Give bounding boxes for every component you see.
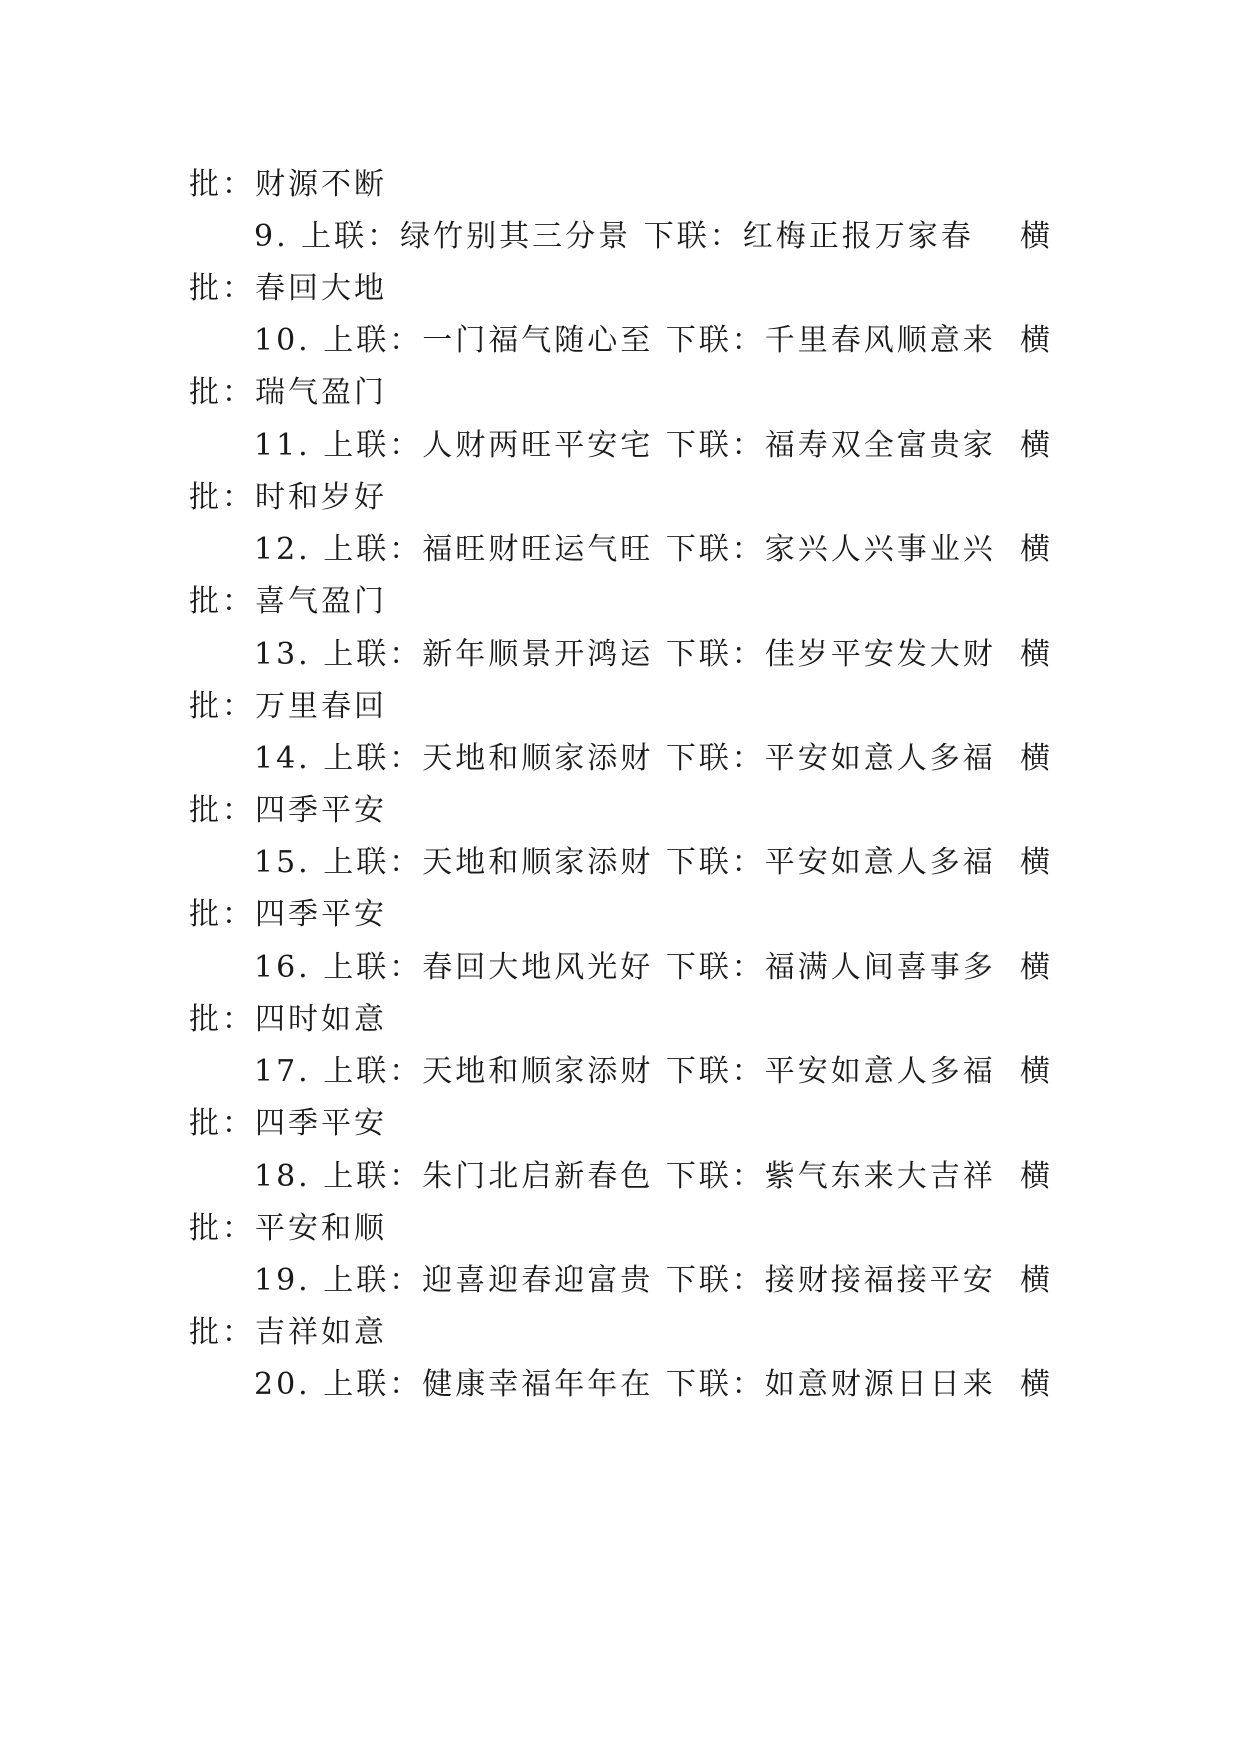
first-line: 批：财源不断	[189, 167, 387, 202]
horizontal-scroll-label: 横	[1020, 532, 1050, 567]
couplet-entry-line	[254, 1157, 996, 1197]
entry-number: 17.	[254, 1054, 311, 1089]
upper-couplet: 上联：天地和顺家添财	[323, 741, 654, 776]
horizontal-scroll-text: 批：瑞气盈门	[189, 375, 387, 410]
entry-number: 12.	[254, 532, 311, 567]
entry-number: 15.	[254, 845, 311, 880]
lower-couplet: 下联：平安如意人多福	[665, 845, 996, 880]
entry-number: 9.	[254, 219, 289, 254]
upper-couplet: 上联：绿竹别其三分景	[301, 219, 632, 254]
horizontal-scroll-label: 横	[1020, 741, 1050, 776]
horizontal-scroll-label: 横	[1020, 428, 1050, 463]
horizontal-scroll-label: 横	[1020, 1159, 1050, 1194]
horizontal-scroll-text: 批：四季平安	[189, 1106, 387, 1141]
upper-couplet: 上联：人财两旺平安宅	[323, 428, 654, 463]
entry-number: 19.	[254, 1263, 311, 1298]
upper-couplet: 上联：朱门北启新春色	[323, 1159, 654, 1194]
upper-couplet: 上联：福旺财旺运气旺	[323, 532, 654, 567]
horizontal-scroll-text: 批：四时如意	[189, 1002, 387, 1037]
lower-couplet: 下联：福满人间喜事多	[665, 950, 996, 985]
entry-number: 13.	[254, 637, 311, 672]
horizontal-scroll-text: 批：吉祥如意	[189, 1315, 387, 1350]
lower-couplet: 下联：接财接福接平安	[665, 1263, 996, 1298]
horizontal-scroll-label: 横	[1020, 1054, 1050, 1089]
entry-number: 18.	[254, 1159, 311, 1194]
couplet-entry-line	[254, 1261, 996, 1301]
entry-number: 16.	[254, 950, 311, 985]
upper-couplet: 上联：天地和顺家添财	[323, 845, 654, 880]
couplet-entry-line	[254, 1052, 996, 1092]
horizontal-scroll-text: 批：四季平安	[189, 793, 387, 828]
horizontal-scroll-text: 批：四季平安	[189, 897, 387, 932]
horizontal-scroll-label: 横	[1020, 1263, 1050, 1298]
entry-number: 20.	[254, 1367, 311, 1402]
horizontal-scroll-text: 批：喜气盈门	[189, 584, 387, 619]
couplet-entry-line	[254, 739, 996, 779]
couplet-entry-line	[254, 217, 974, 257]
lower-couplet: 下联：平安如意人多福	[665, 1054, 996, 1089]
couplet-entry-line	[254, 321, 996, 361]
couplet-entry-line	[254, 843, 996, 883]
upper-couplet: 上联：一门福气随心至	[323, 323, 654, 358]
lower-couplet: 下联：紫气东来大吉祥	[665, 1159, 996, 1194]
couplet-entry-line	[254, 1365, 996, 1405]
horizontal-scroll-label: 横	[1020, 637, 1050, 672]
lower-couplet: 下联：福寿双全富贵家	[665, 428, 996, 463]
horizontal-scroll-label: 横	[1020, 323, 1050, 358]
horizontal-scroll-label: 横	[1020, 845, 1050, 880]
lower-couplet: 下联：家兴人兴事业兴	[665, 532, 996, 567]
horizontal-scroll-text: 批：春回大地	[189, 271, 387, 306]
lower-couplet: 下联：佳岁平安发大财	[665, 637, 996, 672]
couplet-entry-line	[254, 948, 996, 988]
horizontal-scroll-label: 横	[1020, 1367, 1050, 1402]
lower-couplet: 下联：千里春风顺意来	[665, 323, 996, 358]
upper-couplet: 上联：春回大地风光好	[323, 950, 654, 985]
entry-number: 14.	[254, 741, 311, 776]
horizontal-scroll-text: 批：万里春回	[189, 689, 387, 724]
upper-couplet: 上联：健康幸福年年在	[323, 1367, 654, 1402]
lower-couplet: 下联：如意财源日日来	[665, 1367, 996, 1402]
entry-number: 10.	[254, 323, 311, 358]
upper-couplet: 上联：新年顺景开鸿运	[323, 637, 654, 672]
upper-couplet: 上联：天地和顺家添财	[323, 1054, 654, 1089]
couplet-entry-line	[254, 426, 996, 466]
couplet-entry-line	[254, 530, 996, 570]
couplet-entry-line	[254, 635, 996, 675]
horizontal-scroll-label: 横	[1020, 950, 1050, 985]
lower-couplet: 下联：平安如意人多福	[665, 741, 996, 776]
upper-couplet: 上联：迎喜迎春迎富贵	[323, 1263, 654, 1298]
entry-number: 11.	[254, 428, 311, 463]
horizontal-scroll-text: 批：时和岁好	[189, 480, 387, 515]
horizontal-scroll-text: 批：平安和顺	[189, 1211, 387, 1246]
horizontal-scroll-label: 横	[1020, 219, 1050, 254]
lower-couplet: 下联：红梅正报万家春	[643, 219, 974, 254]
